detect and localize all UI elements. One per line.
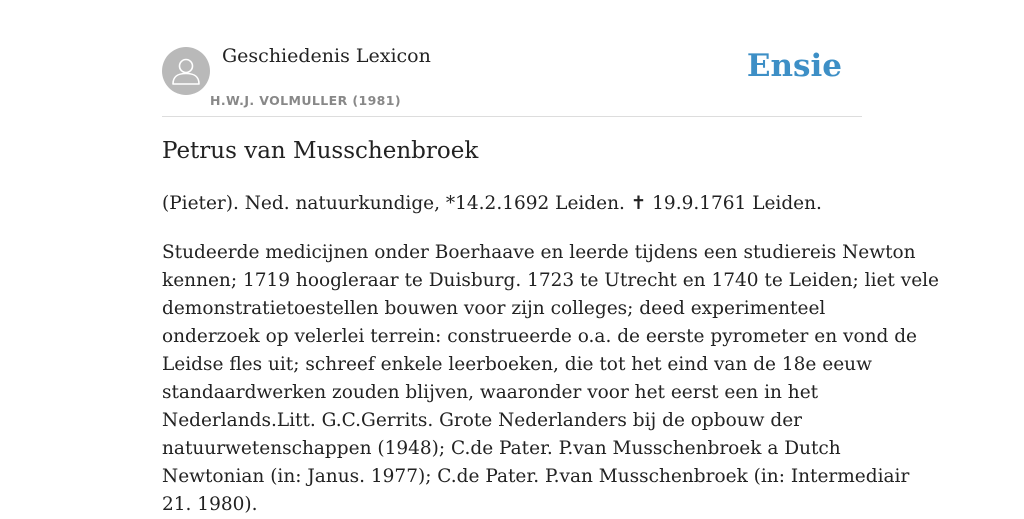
user-avatar-icon[interactable] (162, 47, 210, 95)
body-line: Leidse fles uit; schreef enkele leerboeken, die tot het eind van de 18e eeuw (162, 354, 872, 375)
body-line: standaardwerken zouden blijven, waaronder voor het eerst een in het (162, 382, 819, 403)
source-author: H.W.J. VOLMULLER (1981) (210, 93, 401, 108)
body-line: natuurwetenschappen (1948); C.de Pater. P.van Musschenbroek a Dutch (162, 438, 841, 459)
body-line: 21. 1980). (162, 494, 258, 515)
person-outline-icon (162, 47, 210, 95)
body-line: onderzoek op velerlei terrein: construeerde o.a. de eerste pyrometer en vond de (162, 326, 918, 347)
body-line: demonstratietoestellen bouwen voor zijn colleges; deed experimenteel (162, 298, 826, 319)
body-line: Newtonian (in: Janus. 1977); C.de Pater. P.van Musschenbroek (in: Intermediair (162, 466, 910, 487)
body-line: Nederlands.Litt. G.C.Gerrits. Grote Nederlanders bij de opbouw der (162, 410, 803, 431)
brand-logo[interactable]: Ensie (746, 48, 842, 84)
entry-title: Petrus van Musschenbroek (162, 138, 479, 164)
source-header (162, 0, 862, 117)
source-title-link[interactable]: Geschiedenis Lexicon (222, 45, 431, 67)
body-line: kennen; 1719 hoogleraar te Duisburg. 1723 te Utrecht en 1740 te Leiden; liet vele (162, 270, 940, 291)
body-line: Studeerde medicijnen onder Boerhaave en leerde tijdens een studiereis Newton (162, 242, 916, 263)
entry-body (162, 239, 940, 519)
page (162, 0, 940, 515)
entry-lead: (Pieter). Ned. natuurkundige, *14.2.1692 Leiden. ✝ 19.9.1761 Leiden. (162, 193, 822, 214)
